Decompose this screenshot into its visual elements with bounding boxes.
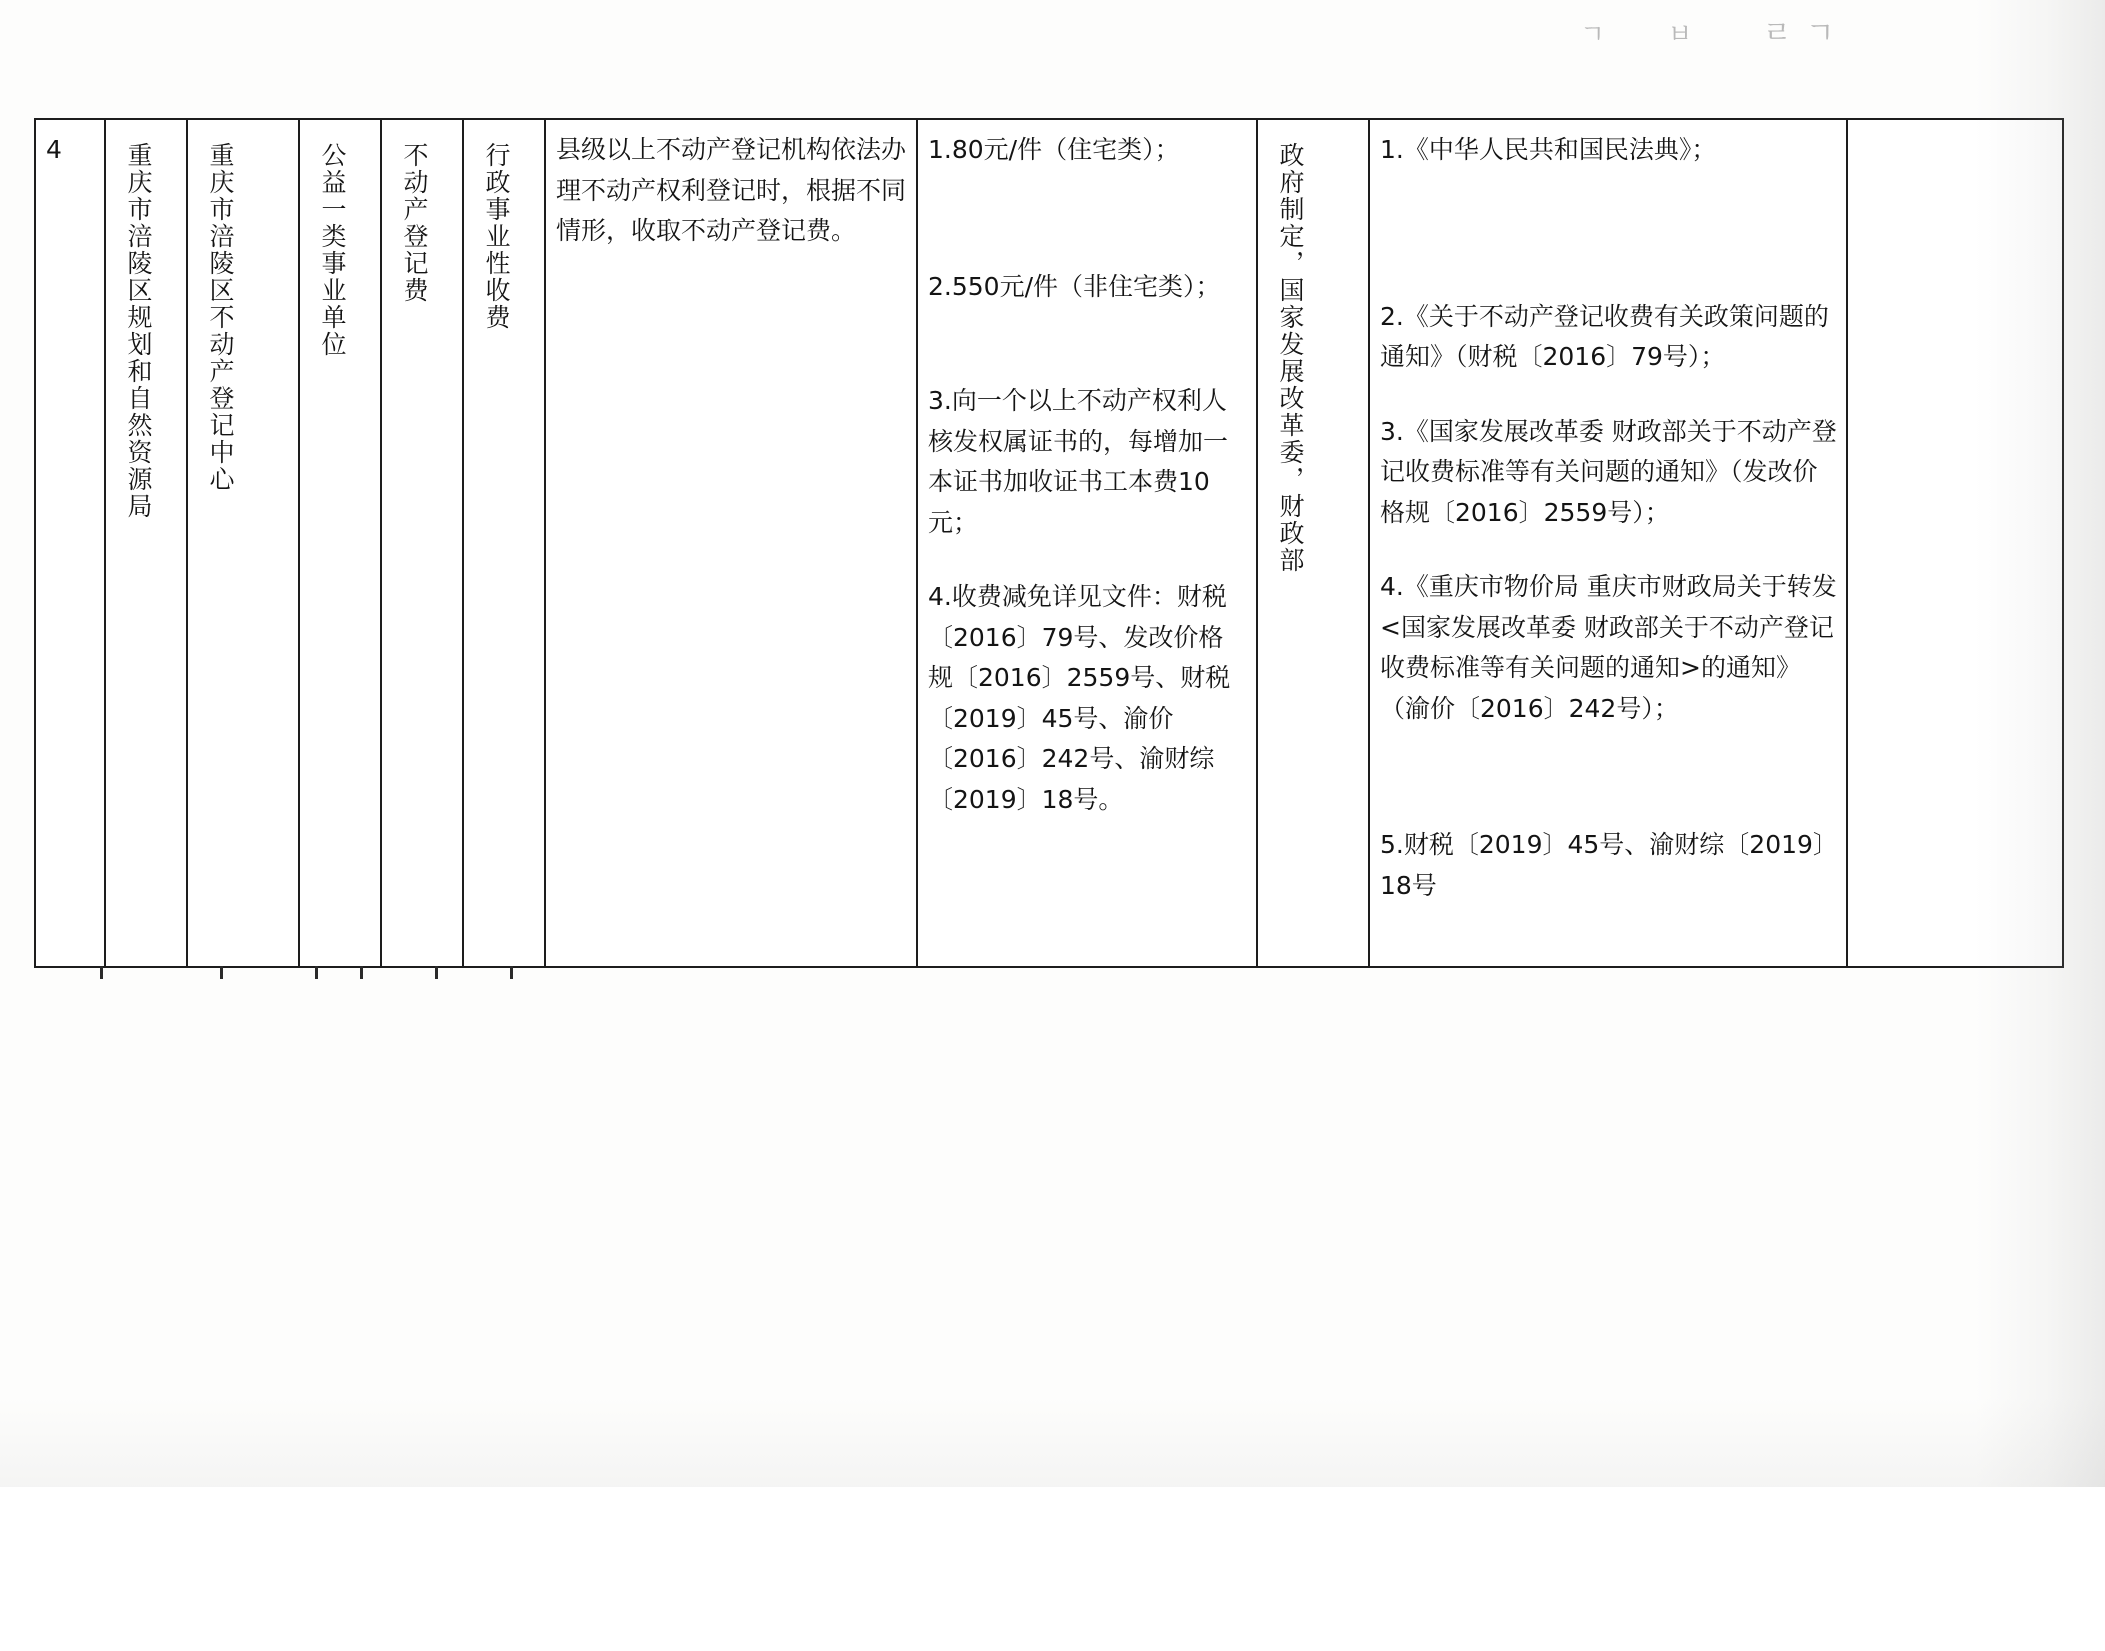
basis-item-4: 4.《重庆市物价局 重庆市财政局关于转发<国家发展改革委 财政部关于不动产登记收费标准等有关问题的通知>的通知》（渝价〔2016〕242号）； xyxy=(1380,572,1837,723)
cell-department-text: 重庆市涪陵区规划和自然资源局 xyxy=(124,142,153,520)
standard-item-4: 4.收费减免详见文件：财税〔2016〕79号、发改价格规〔2016〕2559号、财税〔2019〕45号、渝价〔2016〕242号、渝财综〔2019〕18号。 xyxy=(928,582,1231,814)
cell-description-text: 县级以上不动产登记机构依法办理不动产权利登记时，根据不同情形，收取不动产登记费。 xyxy=(556,135,907,245)
cell-unit xyxy=(187,119,299,967)
top-mark-3: ㄹㄱ xyxy=(1762,16,1849,51)
top-mark-1: ㄱ xyxy=(1580,20,1620,50)
cell-remark xyxy=(1847,119,2063,967)
cell-description xyxy=(545,119,917,967)
basis-item-5: 5.财税〔2019〕45号、渝财综〔2019〕18号 xyxy=(1380,830,1838,900)
fee-catalog-table xyxy=(34,118,2064,968)
cell-department xyxy=(105,119,187,967)
cell-fee-item-text: 不动产登记费 xyxy=(400,142,429,304)
cell-unit-text: 重庆市涪陵区不动产登记中心 xyxy=(206,142,235,493)
top-mark-2: ㅂ xyxy=(1667,20,1695,50)
standard-item-1: 1.80元/件（住宅类）； xyxy=(928,135,1180,164)
basis-item-1: 1.《中华人民共和国民法典》； xyxy=(1380,135,1717,164)
cell-unit-type xyxy=(299,119,381,967)
scan-artifact-ticks xyxy=(60,966,1960,980)
standard-item-3: 3.向一个以上不动产权利人核发权属证书的，每增加一本证书加收证书工本费10元； xyxy=(928,386,1229,537)
cell-unit-type-text: 公益一类事业单位 xyxy=(318,142,347,358)
top-handwriting-marks xyxy=(1580,8,1940,54)
cell-fee-nature xyxy=(463,119,545,967)
cell-maker xyxy=(1257,119,1369,967)
cell-fee-item xyxy=(381,119,463,967)
cell-fee-nature-text: 行政事业性收费 xyxy=(482,142,511,331)
table-row xyxy=(35,119,2063,967)
standard-item-2: 2.550元/件（非住宅类）； xyxy=(928,271,1221,301)
cell-row-number: 4 xyxy=(35,119,105,967)
cell-standard xyxy=(917,119,1257,967)
cell-maker-text: 政府制定，国家发展改革委，财政部 xyxy=(1276,142,1305,574)
scan-shadow-bottom xyxy=(0,1397,2105,1487)
basis-item-3: 3.《国家发展改革委 财政部关于不动产登记收费标准等有关问题的通知》（发改价格规〔2016〕2559号）； xyxy=(1380,416,1837,527)
cell-legal-basis xyxy=(1369,119,1847,967)
basis-item-2: 2.《关于不动产登记收费有关政策问题的通知》（财税〔2016〕79号）； xyxy=(1380,301,1829,371)
